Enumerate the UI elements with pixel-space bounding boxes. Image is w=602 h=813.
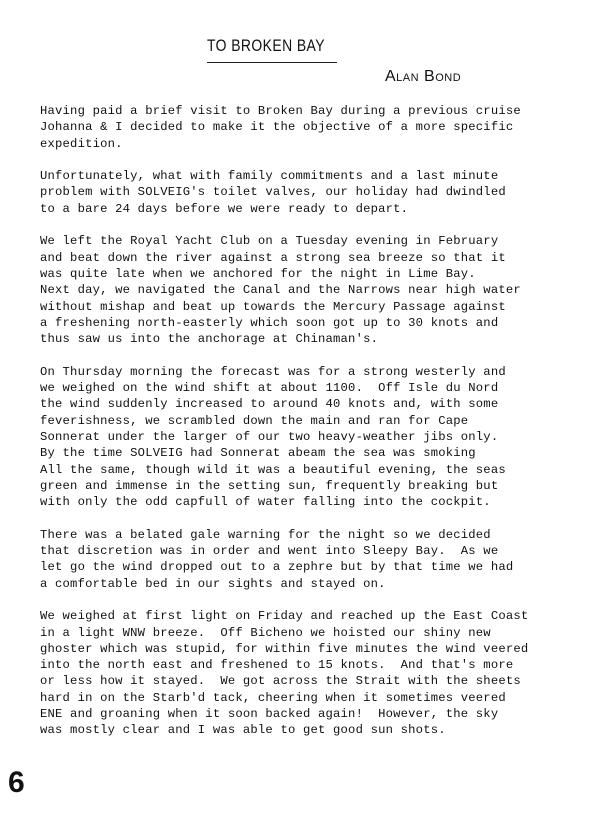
text-line: let go the wind dropped out to a zephre but by that time we had: [40, 560, 514, 575]
text-line: thus saw us into the anchorage at Chinaman's.: [40, 332, 379, 347]
text-line: the wind suddenly increased to around 40 knots and, with some: [40, 397, 499, 412]
paragraph: [40, 527, 588, 592]
text-line: ENE and groaning when it soon backed again! However, the sky: [40, 706, 499, 721]
text-line: green and immense in the setting sun, frequently breaking but: [40, 478, 499, 493]
page-number: 6: [8, 766, 25, 799]
text-line: hard in on the Starb'd tack, cheering when it sometimes veered: [40, 690, 506, 705]
paragraph: [40, 103, 588, 152]
text-line: or less how it stayed. We got across the Strait with the sheets: [40, 674, 521, 689]
text-line: Having paid a brief visit to Broken Bay during a previous cruise: [40, 104, 521, 118]
text-line: Next day, we navigated the Canal and the Narrows near high water: [40, 283, 521, 298]
text-line: in a light WNW breeze. Off Bicheno we hoisted our shiny new: [40, 625, 491, 640]
text-line: feverishness, we scrambled down the main and ran for Cape: [40, 413, 469, 428]
text-line: a comfortable bed in our sights and stayed on.: [40, 576, 386, 591]
article-body: [40, 103, 588, 755]
text-line: Johanna & I decided to make it the objective of a more specific: [40, 120, 514, 135]
title-underline: [207, 62, 337, 63]
text-line: a freshening north-easterly which soon got up to 30 knots and: [40, 315, 499, 330]
text-line: expedition.: [40, 136, 123, 151]
text-line: Unfortunately, what with family commitments and a last minute: [40, 169, 499, 184]
text-line: to a bare 24 days before we were ready to depart.: [40, 201, 409, 216]
text-line: with only the odd capfull of water falling into the cockpit.: [40, 495, 491, 510]
text-line: By the time SOLVEIG had Sonnerat abeam the sea was smoking: [40, 446, 476, 461]
text-line: and beat down the river against a strong sea breeze so that it: [40, 250, 506, 265]
text-line: that discretion was in order and went into Sleepy Bay. As we: [40, 544, 499, 559]
text-line: problem with SOLVEIG's toilet valves, our holiday had dwindled: [40, 185, 506, 200]
text-line: We left the Royal Yacht Club on a Tuesday evening in February: [40, 234, 499, 249]
paragraph: [40, 364, 588, 511]
text-line: There was a belated gale warning for the night so we decided: [40, 527, 491, 542]
paragraph: [40, 608, 588, 738]
text-line: We weighed at first light on Friday and reached up the East Coast: [40, 609, 529, 624]
text-line: was quite late when we anchored for the night in Lime Bay.: [40, 266, 476, 281]
text-line: All the same, though wild it was a beautiful evening, the seas: [40, 462, 506, 477]
text-line: On Thursday morning the forecast was for a strong westerly and: [40, 364, 506, 379]
text-line: without mishap and beat up towards the Mercury Passage against: [40, 299, 506, 314]
text-line: we weighed on the wind shift at about 1100. Off Isle du Nord: [40, 381, 499, 396]
text-line: into the north east and freshened to 15 knots. And that's more: [40, 658, 514, 673]
text-line: was mostly clear and I was able to get good sun shots.: [40, 723, 446, 738]
paragraph: [40, 233, 588, 347]
article-title: TO BROKEN BAY: [207, 36, 325, 55]
article-author: Alan Bond: [385, 68, 462, 85]
paragraph: [40, 168, 588, 217]
text-line: ghoster which was stupid, for within five minutes the wind veered: [40, 641, 529, 656]
text-line: Sonnerat under the larger of our two heavy-weather jibs only.: [40, 429, 499, 444]
